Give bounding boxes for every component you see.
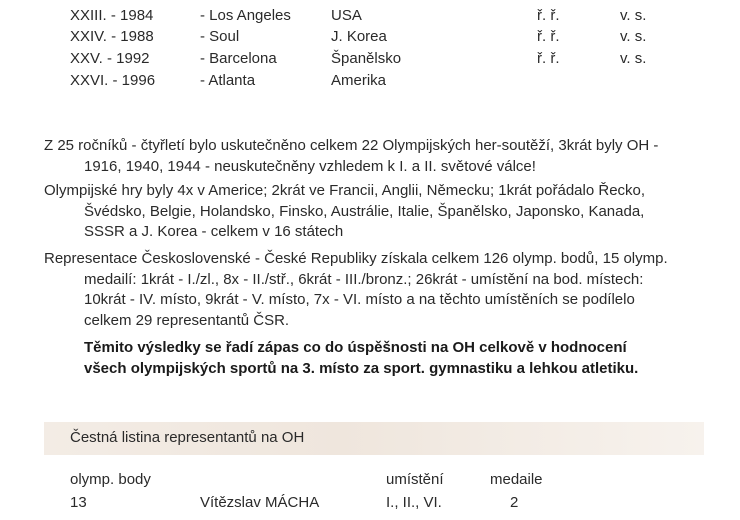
games-v-abbr: v. s. bbox=[620, 7, 647, 24]
games-country: Amerika bbox=[331, 72, 387, 89]
text-line: Těmito výsledky se řadí zápas co do úspěšnosti na OH celkově v hodnocení bbox=[84, 339, 627, 356]
honor-list-title: Čestná listina representantů na OH bbox=[70, 429, 305, 446]
games-row bbox=[0, 27, 740, 47]
text-line: Representace Československé - České Republiky získala celkem 126 olymp. bodů, 15 olymp. bbox=[44, 250, 668, 267]
row-placement: I., II., VI. bbox=[386, 494, 442, 511]
games-city: - Barcelona bbox=[200, 50, 277, 67]
text-line: 10krát - IV. místo, 9krát - V. místo, 7x - VI. místo a na těchto umístěních se podílelo bbox=[84, 291, 635, 308]
games-city: - Atlanta bbox=[200, 72, 256, 89]
header-placement: umístění bbox=[386, 471, 444, 488]
header-points: olymp. body bbox=[70, 471, 151, 488]
games-r-abbr: ř. ř. bbox=[537, 50, 560, 67]
text-line: Olympijské hry byly 4x v Americe; 2krát ve Francii, Anglii, Německu; 1krát pořádalo Řecko, bbox=[44, 182, 646, 199]
games-r-abbr: ř. ř. bbox=[537, 7, 560, 24]
text-line: Z 25 ročníků - čtyřletí bylo uskutečněno celkem 22 Olympijských her-soutěží, 3krát byly OH - bbox=[44, 137, 659, 154]
games-year: XXIV. - 1988 bbox=[70, 28, 154, 45]
games-country: J. Korea bbox=[331, 28, 387, 45]
header-medals: medaile bbox=[490, 471, 543, 488]
games-year: XXVI. - 1996 bbox=[70, 72, 156, 89]
row-name: Vítězslav MÁCHA bbox=[200, 494, 320, 511]
honor-list-header-band bbox=[44, 422, 704, 455]
games-year: XXIII. - 1984 bbox=[70, 7, 154, 24]
text-line: celkem 29 representantů ČSR. bbox=[84, 311, 290, 329]
games-year: XXV. - 1992 bbox=[70, 50, 150, 67]
honor-list-header-row bbox=[0, 470, 740, 490]
paragraph-games-count bbox=[44, 136, 714, 177]
games-row bbox=[0, 6, 740, 26]
row-medals: 2 bbox=[510, 494, 519, 511]
text-line: všech olympijských sportů na 3. místo za sport. gymnastiku a lehkou atletiku. bbox=[84, 359, 639, 377]
row-points: 13 bbox=[70, 494, 87, 511]
games-city: - Soul bbox=[200, 28, 240, 45]
games-country: Španělsko bbox=[331, 50, 402, 67]
table-row bbox=[0, 493, 740, 513]
games-row bbox=[0, 49, 740, 69]
games-v-abbr: v. s. bbox=[620, 28, 647, 45]
paragraph-ranking-bold bbox=[44, 338, 714, 379]
games-r-abbr: ř. ř. bbox=[537, 28, 560, 45]
text-line: SSSR a J. Korea - celkem v 16 státech bbox=[84, 223, 344, 240]
paragraph-host-countries bbox=[44, 181, 714, 243]
paragraph-representation bbox=[44, 249, 714, 331]
games-v-abbr: v. s. bbox=[620, 50, 647, 67]
games-country: USA bbox=[331, 7, 362, 24]
text-line: Švédsko, Belgie, Holandsko, Finsko, Austrálie, Italie, Španělsko, Japonsko, Kanada, bbox=[84, 202, 645, 220]
games-row bbox=[0, 71, 740, 91]
text-line: 1916, 1940, 1944 - neuskutečněny vzhledem k I. a II. světové válce! bbox=[84, 157, 536, 175]
games-city: - Los Angeles bbox=[200, 7, 291, 24]
text-line: medailí: 1krát - I./zl., 8x - II./stř., 6krát - III./bronz.; 26krát - umístění na bod. místech: bbox=[84, 270, 644, 288]
